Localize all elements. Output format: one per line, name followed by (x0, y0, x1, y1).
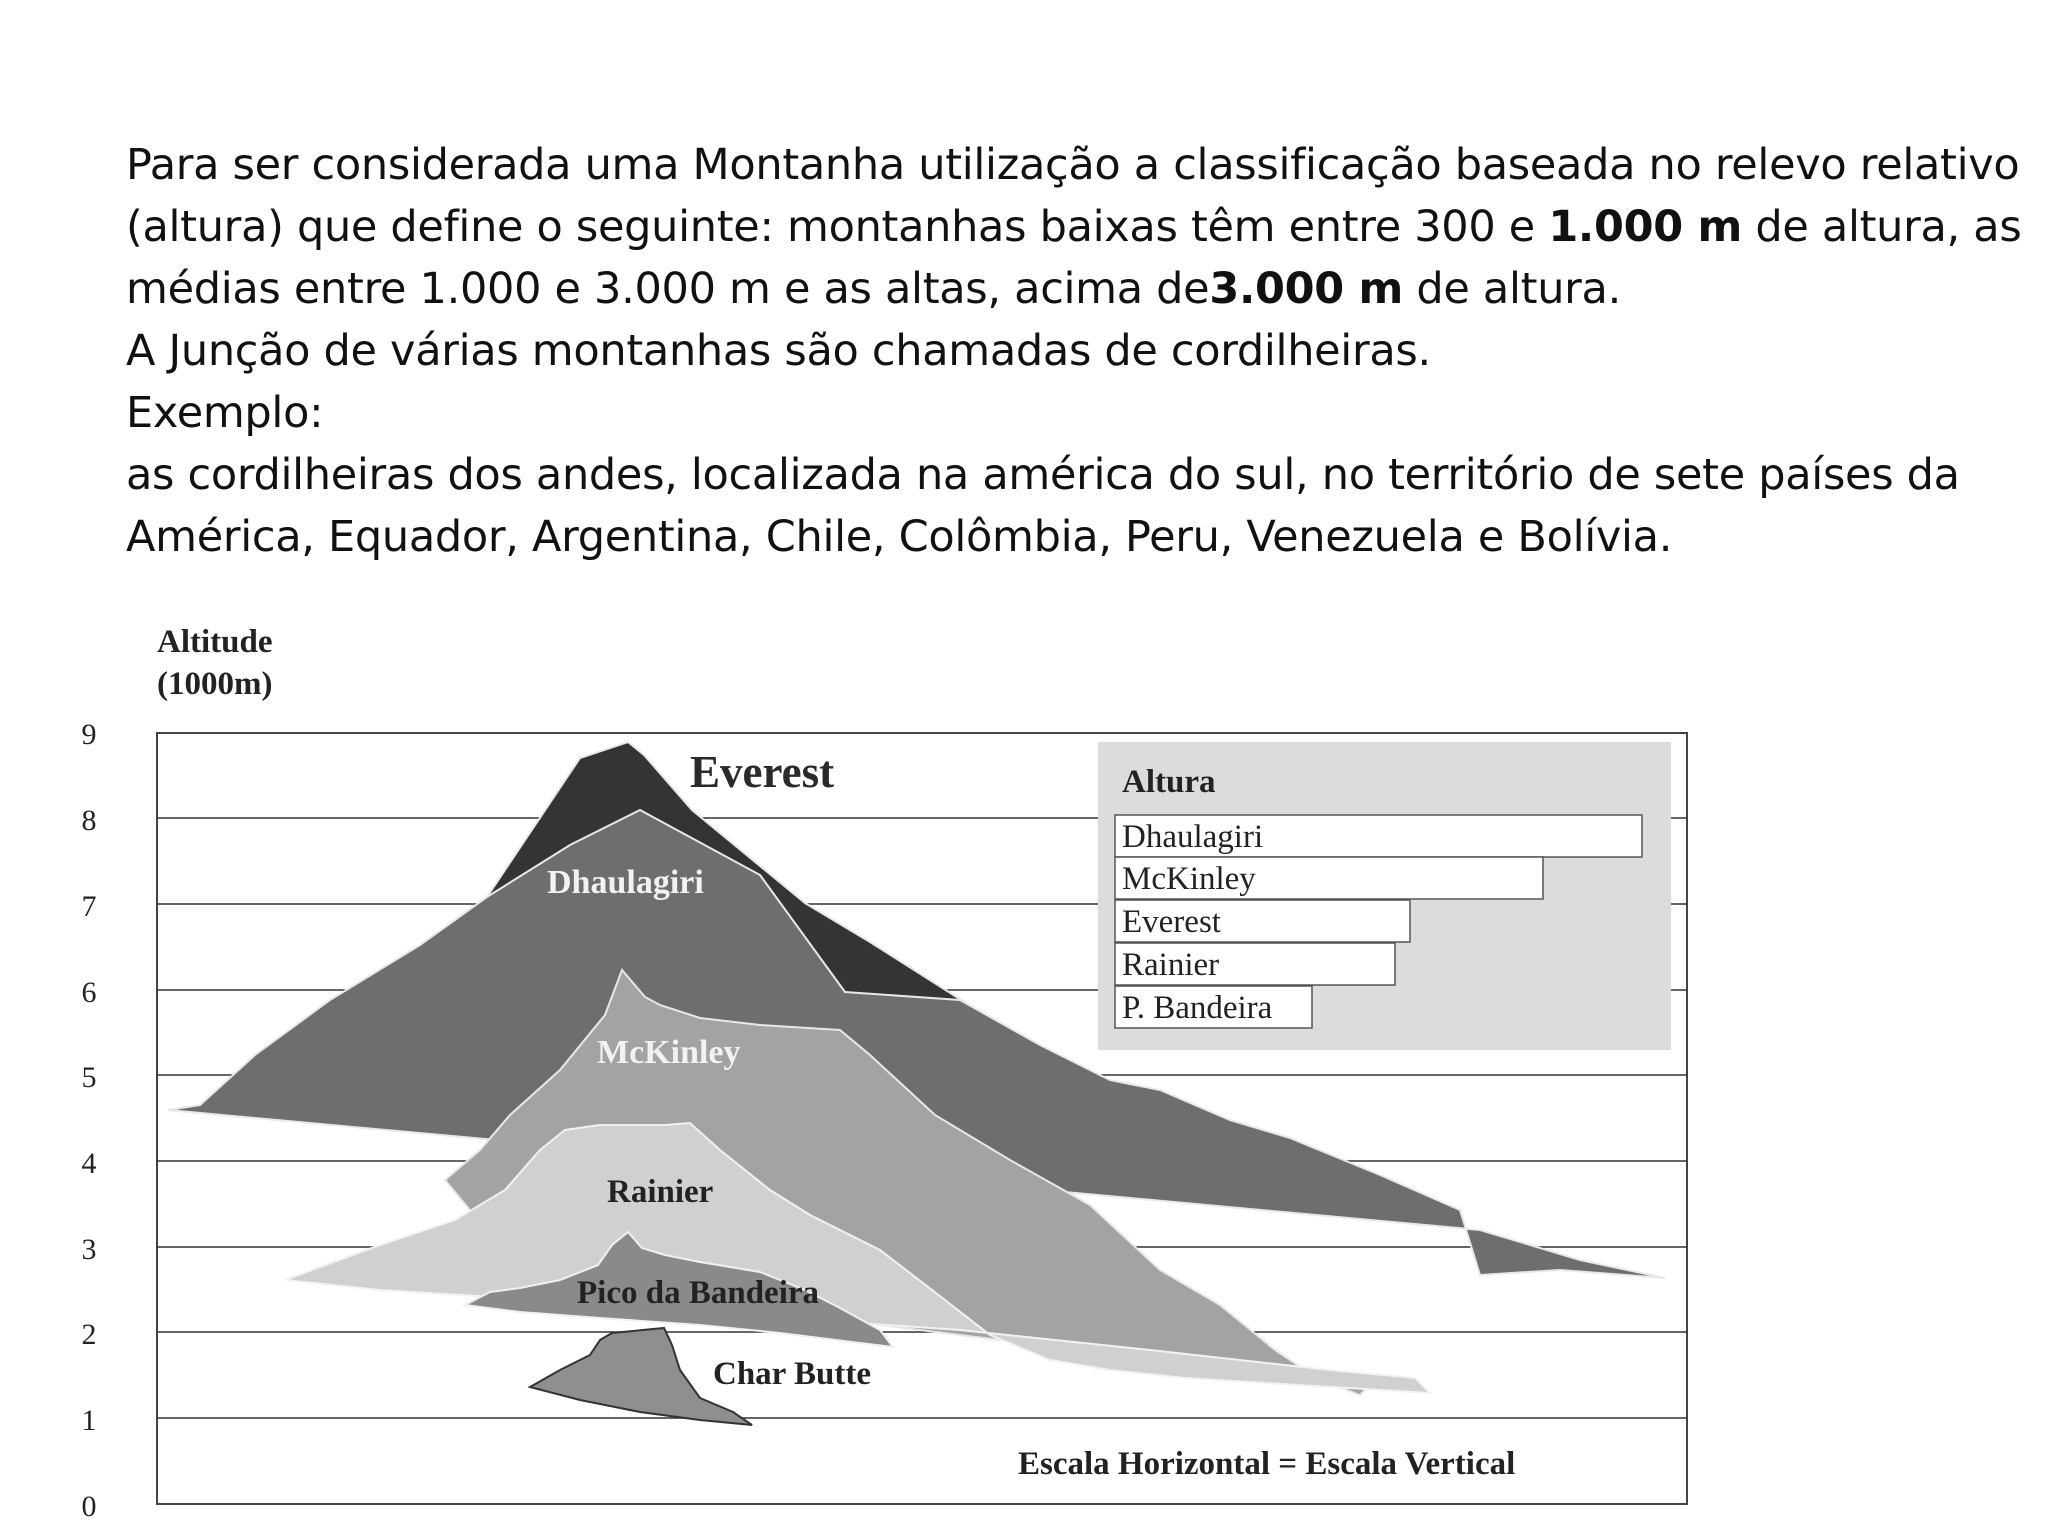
label-rainier: Rainier (607, 1174, 714, 1210)
y-tick-1: 1 (81, 1404, 97, 1437)
text-line-3-c: de altura. (1403, 264, 1621, 314)
y-tick-8: 8 (81, 804, 97, 837)
y-tick-5: 5 (81, 1061, 97, 1094)
y-axis-ticks (82, 718, 97, 1523)
scale-note: Escala Horizontal = Escala Vertical (1018, 1446, 1516, 1482)
legend-label-everest: Everest (1122, 904, 1221, 940)
legend-label-rainier: Rainier (1122, 947, 1220, 983)
bold-3000m: 3.000 m (1209, 264, 1404, 314)
axis-title-unit: (1000m) (157, 666, 273, 702)
text-line-7: América, Equador, Argentina, Chile, Colômbia, Peru, Venezuela e Bolívia. (126, 512, 1673, 562)
text-line-3-a: médias entre 1.000 e 3.000 m e as altas, acima de (126, 264, 1210, 314)
text-line-5: Exemplo: (126, 388, 324, 438)
label-char-butte: Char Butte (713, 1356, 871, 1392)
text-line-4: A Junção de várias montanhas são chamadas de cordilheiras. (126, 326, 1431, 376)
axis-title-altitude: Altitude (157, 624, 273, 660)
legend-title: Altura (1122, 764, 1216, 800)
y-tick-6: 6 (81, 976, 97, 1009)
y-tick-3: 3 (81, 1233, 97, 1266)
y-tick-0: 0 (81, 1490, 97, 1523)
label-mckinley: McKinley (597, 1034, 741, 1071)
bold-1000m: 1.000 m (1548, 202, 1743, 252)
altura-legend (1098, 742, 1671, 1050)
legend-label-mckinley: McKinley (1122, 861, 1256, 897)
text-line-2-c: de altura, as (1742, 202, 2022, 252)
y-tick-4: 4 (81, 1147, 97, 1180)
text-line-1: Para ser considerada uma Montanha utilização a classificação baseada no relevo relativo (126, 140, 2020, 190)
y-tick-7: 7 (81, 890, 97, 923)
label-everest: Everest (690, 747, 835, 797)
y-tick-9: 9 (81, 718, 97, 751)
text-line-2-a: (altura) que define o seguinte: montanhas baixas têm entre 300 e (126, 202, 1549, 252)
legend-label-p-bandeira: P. Bandeira (1122, 990, 1273, 1026)
text-line-6: as cordilheiras dos andes, localizada na américa do sul, no território de sete países da (126, 450, 1960, 500)
y-tick-2: 2 (81, 1318, 97, 1351)
label-pico-da-bandeira: Pico da Bandeira (577, 1275, 820, 1311)
legend-label-dhaulagiri: Dhaulagiri (1122, 819, 1264, 855)
label-dhaulagiri: Dhaulagiri (547, 864, 704, 901)
